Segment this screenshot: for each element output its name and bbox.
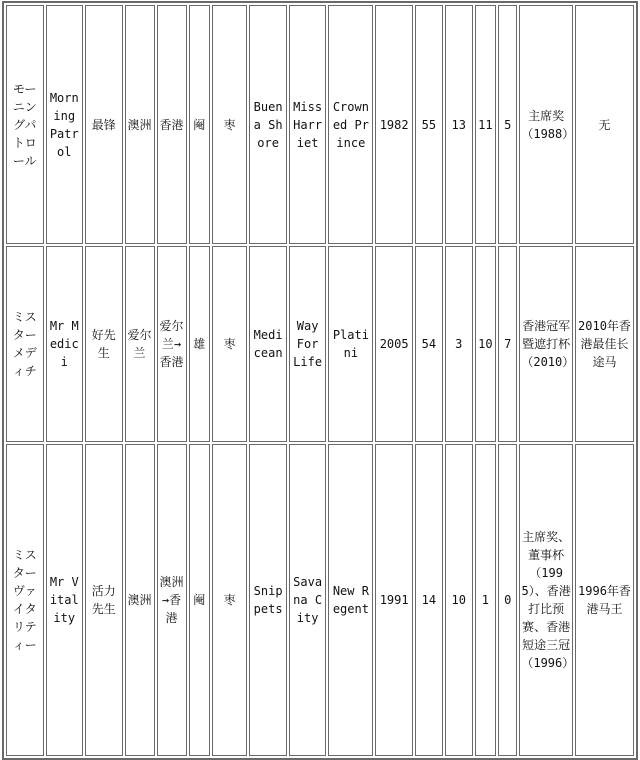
cn-name-cell: 活力先生: [85, 444, 123, 756]
col12-cell: 10: [475, 246, 496, 442]
year-cell: 2005: [375, 246, 413, 442]
major-wins-cell: 主席奖、董事杯（1995）、香港打比预赛、香港短途三冠（1996）: [519, 444, 573, 756]
en-name-cell: Mr Medici: [46, 246, 84, 442]
jp-name-cell: ミスターメディチ: [6, 246, 44, 442]
dam-sire-cell: Platini: [328, 246, 373, 442]
dam-cell: Savana City: [289, 444, 327, 756]
birthplace-cell: 澳洲: [125, 444, 155, 756]
cn-name-cell: 最锋: [85, 5, 123, 244]
year-cell: 1982: [375, 5, 413, 244]
trained-cell: 香港: [157, 5, 187, 244]
sire-cell: Buena Shore: [249, 5, 287, 244]
col13-cell: 5: [498, 5, 517, 244]
birthplace-cell: 爱尔兰: [125, 246, 155, 442]
en-name-cell: Morning Patrol: [46, 5, 84, 244]
jp-name-cell: モーニングパトロール: [6, 5, 44, 244]
wins-cell: 10: [445, 444, 473, 756]
color-cell: 枣: [212, 5, 247, 244]
wins-cell: 13: [445, 5, 473, 244]
major-wins-cell: 香港冠军暨遮打杯（2010）: [519, 246, 573, 442]
horse-table: [2, 1, 638, 760]
table-row: [6, 444, 634, 756]
cn-name-cell: 好先生: [85, 246, 123, 442]
table-row: [6, 5, 634, 244]
dam-cell: Miss Harriet: [289, 5, 327, 244]
jp-name-cell: ミスターヴァイタリティー: [6, 444, 44, 756]
honours-cell: 2010年香港最佳长途马: [575, 246, 634, 442]
trained-cell: 爱尔兰→香港: [157, 246, 187, 442]
col13-cell: 0: [498, 444, 517, 756]
starts-cell: 55: [415, 5, 443, 244]
starts-cell: 54: [415, 246, 443, 442]
honours-cell: 1996年香港马王: [575, 444, 634, 756]
wins-cell: 3: [445, 246, 473, 442]
trained-cell: 澳洲→香港: [157, 444, 187, 756]
major-wins-cell: 主席奖（1988）: [519, 5, 573, 244]
dam-cell: Way For Life: [289, 246, 327, 442]
sex-cell: 阉: [189, 444, 210, 756]
table-row: [6, 246, 634, 442]
dam-sire-cell: Crowned Prince: [328, 5, 373, 244]
sire-cell: Snippets: [249, 444, 287, 756]
color-cell: 枣: [212, 444, 247, 756]
col12-cell: 1: [475, 444, 496, 756]
sire-cell: Medicean: [249, 246, 287, 442]
birthplace-cell: 澳洲: [125, 5, 155, 244]
col13-cell: 7: [498, 246, 517, 442]
sex-cell: 雄: [189, 246, 210, 442]
sex-cell: 阉: [189, 5, 210, 244]
dam-sire-cell: New Regent: [328, 444, 373, 756]
honours-cell: 无: [575, 5, 634, 244]
en-name-cell: Mr Vitality: [46, 444, 84, 756]
col12-cell: 11: [475, 5, 496, 244]
year-cell: 1991: [375, 444, 413, 756]
color-cell: 枣: [212, 246, 247, 442]
starts-cell: 14: [415, 444, 443, 756]
